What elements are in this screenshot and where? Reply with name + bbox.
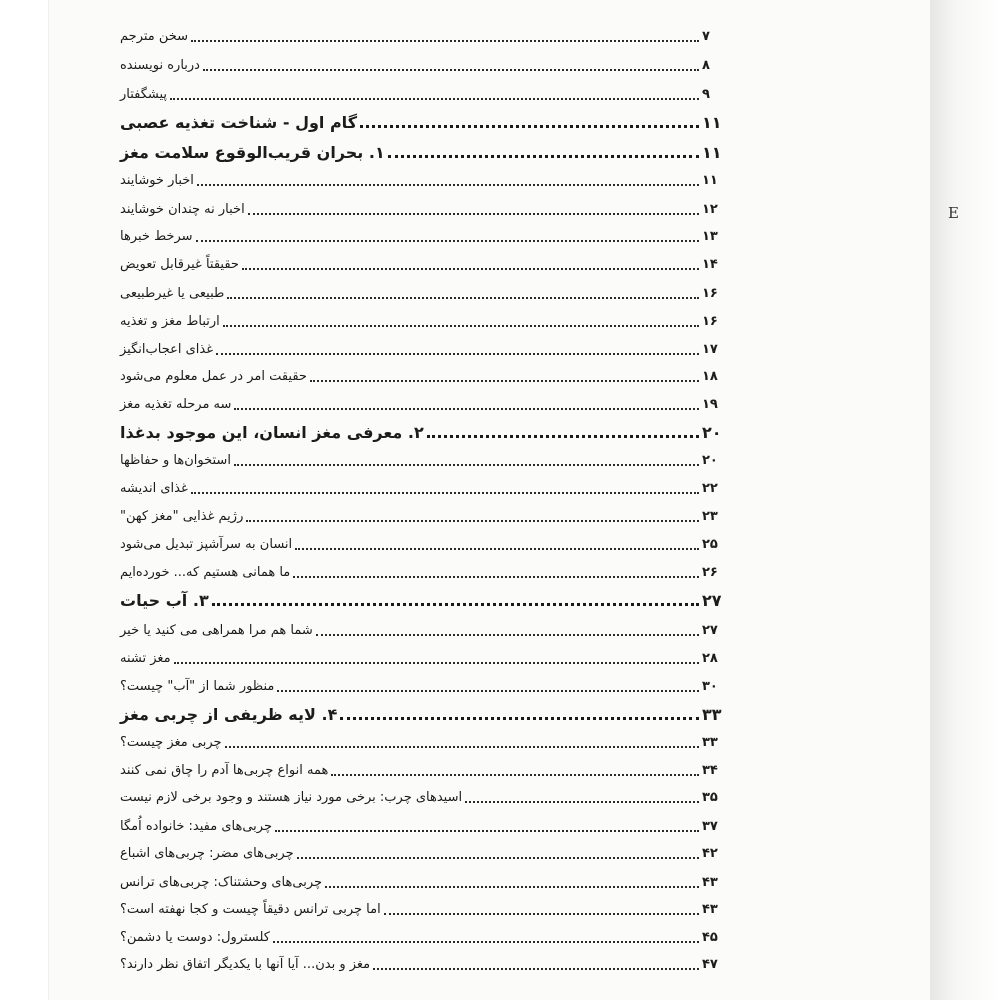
dot-leader [227,296,699,299]
dot-leader [197,183,699,186]
toc-entry-title: شما هم مرا همراهی می کنید یا خیر [120,623,313,638]
dot-leader [297,856,699,859]
dot-leader [174,661,699,664]
toc-row [118,275,738,303]
toc-entry-title: اخبار نه چندان خوشایند [120,202,245,217]
toc-page-number: ۱۹ [702,397,718,412]
toc-row [118,191,738,219]
toc-row [118,498,738,526]
toc-page-number: ۱۶ [702,286,718,301]
dot-leader [275,829,699,832]
toc-page-number: ۱۷ [702,342,718,357]
toc-page-number: ۲۵ [702,537,718,552]
toc-row [118,554,738,582]
dot-leader [277,689,699,692]
toc-page-number: ۲۶ [702,565,718,580]
toc-row [118,358,738,386]
toc-entry-title: همه انواع چربی‌ها آدم را چاق نمی کنند [120,763,329,778]
toc-chapter-title: گام اول - شناخت تغذیه عصبی [120,113,357,132]
toc-entry-title: حقیقت امر در عمل معلوم می‌شود [120,369,307,384]
toc-entry-title: طبیعی یا غیرطبیعی [120,286,225,301]
dot-leader [295,547,699,550]
dot-leader [212,602,699,606]
toc-entry-title: درباره نویسنده [120,58,200,73]
toc-entry-title: منظور شما از "آب" چیست؟ [120,679,275,694]
toc-page-number: ۲۷ [702,591,722,610]
side-mark: E [948,204,959,222]
toc-page-number: ۲۳ [702,509,718,524]
toc-page-number: ۳۴ [702,763,718,778]
toc-row [118,779,738,807]
table-of-contents [118,16,738,980]
dot-leader [360,124,699,128]
toc-row [118,47,738,75]
toc-chapter-title: ۱. بحران قریب‌الوقوع سلامت مغز [120,143,385,162]
toc-page-number: ۱۲ [702,202,718,217]
toc-row [118,386,738,414]
toc-row [118,470,738,498]
toc-chapter-title: ۴. لایه ظریفی از چربی مغز [120,705,338,724]
dot-leader [384,912,699,915]
dot-leader [225,745,699,748]
toc-page-number: ۳۳ [702,735,718,750]
toc-page-number: ۱۱ [702,113,722,132]
dot-leader [373,967,699,970]
toc-row [118,18,738,46]
toc-entry-title: ارتباط مغز و تغذیه [120,314,220,329]
toc-chapter-row [118,696,738,724]
toc-page-number: ۲۲ [702,481,718,496]
toc-row [118,919,738,947]
facing-page-edge [930,0,1000,1000]
dot-leader [191,491,699,494]
toc-row [118,526,738,554]
toc-page-number: ۴۵ [702,930,718,945]
toc-chapter-row [118,582,738,610]
dot-leader [246,519,699,522]
toc-entry-title: مغز تشنه [120,651,171,666]
toc-page-number: ۳۷ [702,819,718,834]
toc-entry-title: کلسترول: دوست یا دشمن؟ [120,930,270,945]
toc-page-number: ۲۰ [702,423,722,442]
dot-leader [203,68,699,71]
toc-entry-title: چربی‌های وحشتناک: چربی‌های ترانس [120,875,323,890]
toc-page-number: ۳۳ [702,705,722,724]
toc-page-number: ۱۸ [702,369,718,384]
toc-entry-title: رژیم غذایی "مغز کهن" [120,509,244,524]
toc-row [118,162,738,190]
toc-row [118,835,738,863]
toc-page-number: ۳۰ [702,679,718,694]
toc-entry-title: چربی‌های مضر: چربی‌های اشباع [120,846,294,861]
toc-entry-title: چربی مغز چیست؟ [120,735,222,750]
toc-page-number: ۲۸ [702,651,718,666]
toc-chapter-row [118,134,738,162]
toc-chapter-title: ۲. معرفی مغز انسان، این موجود بدغذا [120,423,424,442]
toc-row [118,752,738,780]
toc-entry-title: غذای اندیشه [120,481,188,496]
toc-row [118,218,738,246]
toc-entry-title: اخبار خوشایند [120,173,194,188]
toc-chapter-title: ۳. آب حیات [120,591,209,610]
toc-row [118,331,738,359]
toc-entry-title: چربی‌های مفید: خانواده اُمگا [120,819,272,834]
dot-leader [223,324,699,327]
dot-leader [465,800,699,803]
toc-page-number: ۴۲ [702,846,718,861]
toc-row [118,303,738,331]
dot-leader [293,575,699,578]
toc-page-number: ۳۵ [702,790,718,805]
dot-leader [325,885,699,888]
toc-page-number: ۴۷ [702,957,718,972]
toc-entry-title: سه مرحله تغذیه مغز [120,397,232,412]
toc-chapter-row [118,414,738,442]
toc-row [118,612,738,640]
toc-entry-title: انسان به سرآشپز تبدیل می‌شود [120,537,293,552]
toc-page-number: ۱۴ [702,257,718,272]
dot-leader [234,463,699,466]
toc-entry-title: مغز و بدن... آیا آنها با یکدیگر اتفاق نظر دارند؟ [120,957,371,972]
toc-row [118,668,738,696]
dot-leader [316,633,699,636]
dot-leader [248,212,699,215]
toc-entry-title: استخوان‌ها و حفاظها [120,453,231,468]
toc-row [118,442,738,470]
toc-row [118,808,738,836]
toc-chapter-row [118,104,738,132]
toc-page-number: ۴۳ [702,875,718,890]
dot-leader [234,407,699,410]
toc-entry-title: حقیقتاً غیرقابل تعویض [120,257,239,272]
dot-leader [196,239,699,242]
toc-row [118,946,738,974]
toc-row [118,246,738,274]
toc-row [118,640,738,668]
dot-leader [340,716,699,720]
toc-entry-title: اسیدهای چرب: برخی مورد نیاز هستند و وجود برخی لازم نیست [120,790,463,805]
dot-leader [191,39,699,42]
toc-row [118,864,738,892]
dot-leader [170,97,699,100]
dot-leader [310,379,699,382]
toc-page-number: ۱۱ [702,173,718,188]
toc-page-number: ۱۶ [702,314,718,329]
dot-leader [427,434,699,438]
toc-entry-title: ما همانی هستیم که... خورده‌ایم [120,565,291,580]
toc-entry-title: پیشگفتار [120,87,168,102]
toc-page-number: ۷ [702,29,710,44]
toc-row [118,76,738,104]
dot-leader [273,940,699,943]
toc-page-number: ۱۳ [702,229,718,244]
toc-entry-title: غذای اعجاب‌انگیز [120,342,214,357]
dot-leader [216,352,699,355]
toc-page-number: ۸ [702,58,710,73]
toc-page-number: ۱۱ [702,143,722,162]
toc-page-number: ۴۳ [702,902,718,917]
toc-page-number: ۲۷ [702,623,718,638]
toc-entry-title: اما چربی ترانس دقیقاً چیست و کجا نهفته است؟ [120,902,381,917]
toc-row [118,891,738,919]
dot-leader [242,267,699,270]
toc-page-number: ۲۰ [702,453,718,468]
dot-leader [388,154,699,158]
dot-leader [331,773,699,776]
toc-entry-title: سرخط خبرها [120,229,193,244]
toc-page-number: ۹ [702,87,710,102]
toc-row [118,724,738,752]
toc-entry-title: سخن مترجم [120,29,189,44]
